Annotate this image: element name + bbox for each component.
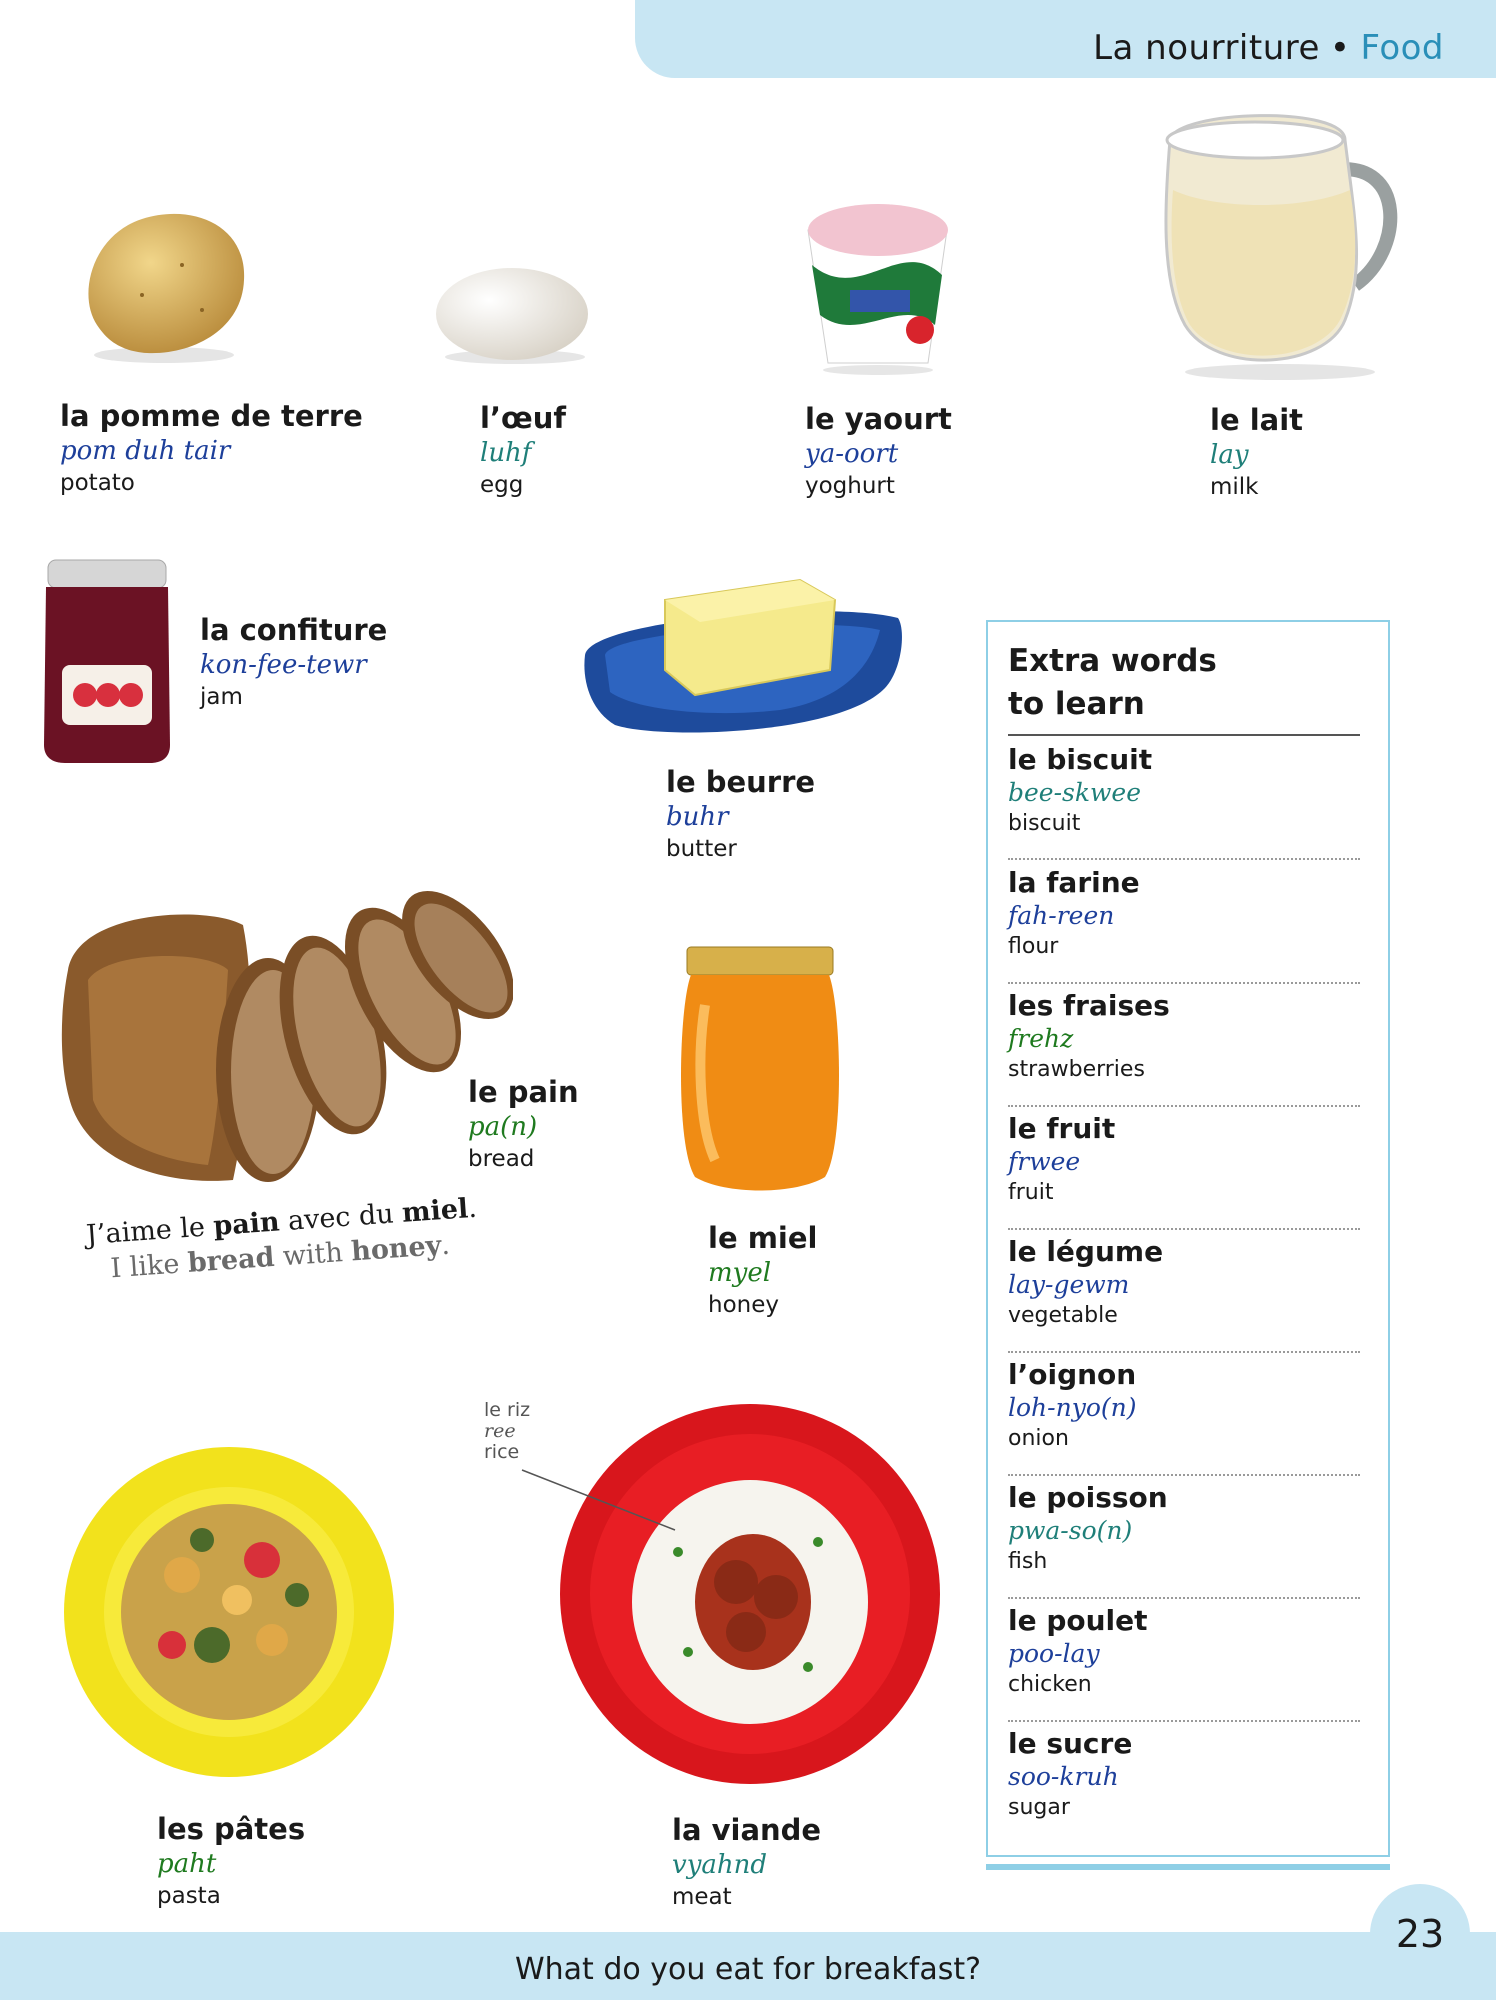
pronunciation: paht bbox=[157, 1849, 217, 1879]
french-word: le légume bbox=[1008, 1235, 1164, 1268]
english-word: strawberries bbox=[1008, 1057, 1145, 1082]
french-word: la viande bbox=[672, 1813, 822, 1847]
extra-divider bbox=[1008, 982, 1360, 984]
word-jam bbox=[200, 613, 388, 710]
english-word: sugar bbox=[1008, 1795, 1070, 1820]
extra-item bbox=[1008, 866, 1360, 959]
french-word: le poisson bbox=[1008, 1481, 1168, 1514]
english-word: pasta bbox=[157, 1883, 221, 1909]
pronunciation: ree bbox=[484, 1419, 516, 1442]
bread-image bbox=[58, 880, 513, 1185]
pasta-plate-image bbox=[62, 1445, 397, 1780]
word-egg bbox=[480, 401, 566, 498]
extra-item bbox=[1008, 1727, 1360, 1820]
french-word: le riz bbox=[484, 1399, 531, 1421]
french-word: le biscuit bbox=[1008, 743, 1153, 776]
pronunciation: soo-kruh bbox=[1008, 1762, 1119, 1791]
extra-divider bbox=[1008, 1105, 1360, 1107]
french-word: les fraises bbox=[1008, 989, 1170, 1022]
english-word: meat bbox=[672, 1884, 732, 1910]
pronunciation: bee-skwee bbox=[1008, 778, 1142, 807]
french-word: la confiture bbox=[200, 613, 388, 647]
english-word: bread bbox=[468, 1146, 535, 1172]
word-meat bbox=[672, 1813, 822, 1910]
pronunciation: ya-oort bbox=[805, 439, 899, 469]
extra-box-underline bbox=[986, 1864, 1390, 1870]
sentence-french: J’aime le pain avec du miel. bbox=[85, 1192, 478, 1251]
pronunciation: luhf bbox=[480, 438, 532, 468]
english-word: yoghurt bbox=[805, 473, 895, 499]
page-title bbox=[1093, 28, 1444, 68]
english-word: chicken bbox=[1008, 1672, 1092, 1697]
pronunciation: loh-nyo(n) bbox=[1008, 1393, 1137, 1422]
pronunciation: pwa-so(n) bbox=[1008, 1516, 1133, 1545]
french-word: le pain bbox=[468, 1075, 579, 1109]
french-word: le poulet bbox=[1008, 1604, 1148, 1637]
extra-item bbox=[1008, 1112, 1360, 1205]
word-milk bbox=[1210, 403, 1304, 500]
english-word: vegetable bbox=[1008, 1303, 1118, 1328]
french-word: l’œuf bbox=[480, 401, 566, 435]
pronunciation: fah-reen bbox=[1008, 901, 1115, 930]
word-butter bbox=[666, 765, 816, 862]
word-honey bbox=[708, 1221, 818, 1318]
rice-pointer-line bbox=[520, 1468, 680, 1538]
french-word: le yaourt bbox=[805, 402, 952, 436]
english-word: rice bbox=[484, 1440, 520, 1463]
extra-words-title: Extra words to learn bbox=[1008, 643, 1217, 723]
sentence-english: I like bread with honey. bbox=[109, 1229, 451, 1285]
pronunciation: lay bbox=[1210, 440, 1249, 470]
french-word: le beurre bbox=[666, 765, 816, 799]
english-word: fruit bbox=[1008, 1180, 1054, 1205]
extra-divider bbox=[1008, 1351, 1360, 1353]
title-english: Food bbox=[1360, 28, 1444, 68]
extra-divider bbox=[1008, 1228, 1360, 1230]
extra-item bbox=[1008, 989, 1360, 1082]
extra-divider bbox=[1008, 1474, 1360, 1476]
extra-item bbox=[1008, 1481, 1360, 1574]
pronunciation: poo-lay bbox=[1008, 1639, 1100, 1668]
rice-label bbox=[484, 1400, 530, 1463]
word-yoghurt bbox=[805, 402, 952, 499]
french-word: le fruit bbox=[1008, 1112, 1116, 1145]
milk-jug-image bbox=[1155, 100, 1405, 380]
yoghurt-image bbox=[800, 195, 955, 375]
extra-divider bbox=[1008, 858, 1360, 860]
footer-question: What do you eat for breakfast? bbox=[514, 1952, 982, 1987]
french-word: l’oignon bbox=[1008, 1358, 1137, 1391]
english-word: egg bbox=[480, 472, 524, 498]
pronunciation: pom duh tair bbox=[60, 436, 231, 466]
pronunciation: buhr bbox=[666, 802, 729, 832]
extra-item bbox=[1008, 1604, 1360, 1697]
english-word: biscuit bbox=[1008, 811, 1081, 836]
example-sentence bbox=[85, 1191, 480, 1288]
honey-jar-image bbox=[675, 945, 845, 1195]
title-separator: • bbox=[1329, 28, 1351, 68]
french-word: la pomme de terre bbox=[60, 399, 363, 433]
jam-jar-image bbox=[40, 555, 175, 765]
extra-divider bbox=[1008, 1597, 1360, 1599]
butter-dish-image bbox=[580, 560, 905, 740]
pronunciation: vyahnd bbox=[672, 1850, 768, 1880]
extra-item bbox=[1008, 1235, 1360, 1328]
page-number: 23 bbox=[1395, 1912, 1445, 1956]
french-word: le lait bbox=[1210, 403, 1304, 437]
pronunciation: lay-gewm bbox=[1008, 1270, 1130, 1299]
extra-title-rule bbox=[1008, 734, 1360, 736]
extra-divider bbox=[1008, 1720, 1360, 1722]
english-word: flour bbox=[1008, 934, 1059, 959]
potato-image bbox=[72, 205, 252, 365]
french-word: les pâtes bbox=[157, 1812, 306, 1846]
english-word: butter bbox=[666, 836, 737, 862]
pronunciation: myel bbox=[708, 1258, 772, 1288]
extra-item bbox=[1008, 743, 1360, 836]
french-word: le sucre bbox=[1008, 1727, 1133, 1760]
french-word: le miel bbox=[708, 1221, 818, 1255]
pronunciation: frehz bbox=[1008, 1024, 1074, 1053]
pronunciation: frwee bbox=[1008, 1147, 1081, 1176]
french-word: la farine bbox=[1008, 866, 1140, 899]
english-word: onion bbox=[1008, 1426, 1069, 1451]
word-bread bbox=[468, 1075, 579, 1172]
word-potato bbox=[60, 399, 363, 496]
word-pasta bbox=[157, 1812, 306, 1909]
meat-rice-plate-image bbox=[558, 1402, 943, 1787]
pronunciation: kon-fee-tewr bbox=[200, 650, 367, 680]
english-word: fish bbox=[1008, 1549, 1048, 1574]
extra-item bbox=[1008, 1358, 1360, 1451]
english-word: potato bbox=[60, 470, 135, 496]
english-word: jam bbox=[200, 684, 243, 710]
english-word: milk bbox=[1210, 474, 1259, 500]
pronunciation: pa(n) bbox=[468, 1112, 538, 1142]
title-french: La nourriture bbox=[1093, 28, 1320, 68]
english-word: honey bbox=[708, 1292, 779, 1318]
egg-image bbox=[430, 262, 595, 367]
